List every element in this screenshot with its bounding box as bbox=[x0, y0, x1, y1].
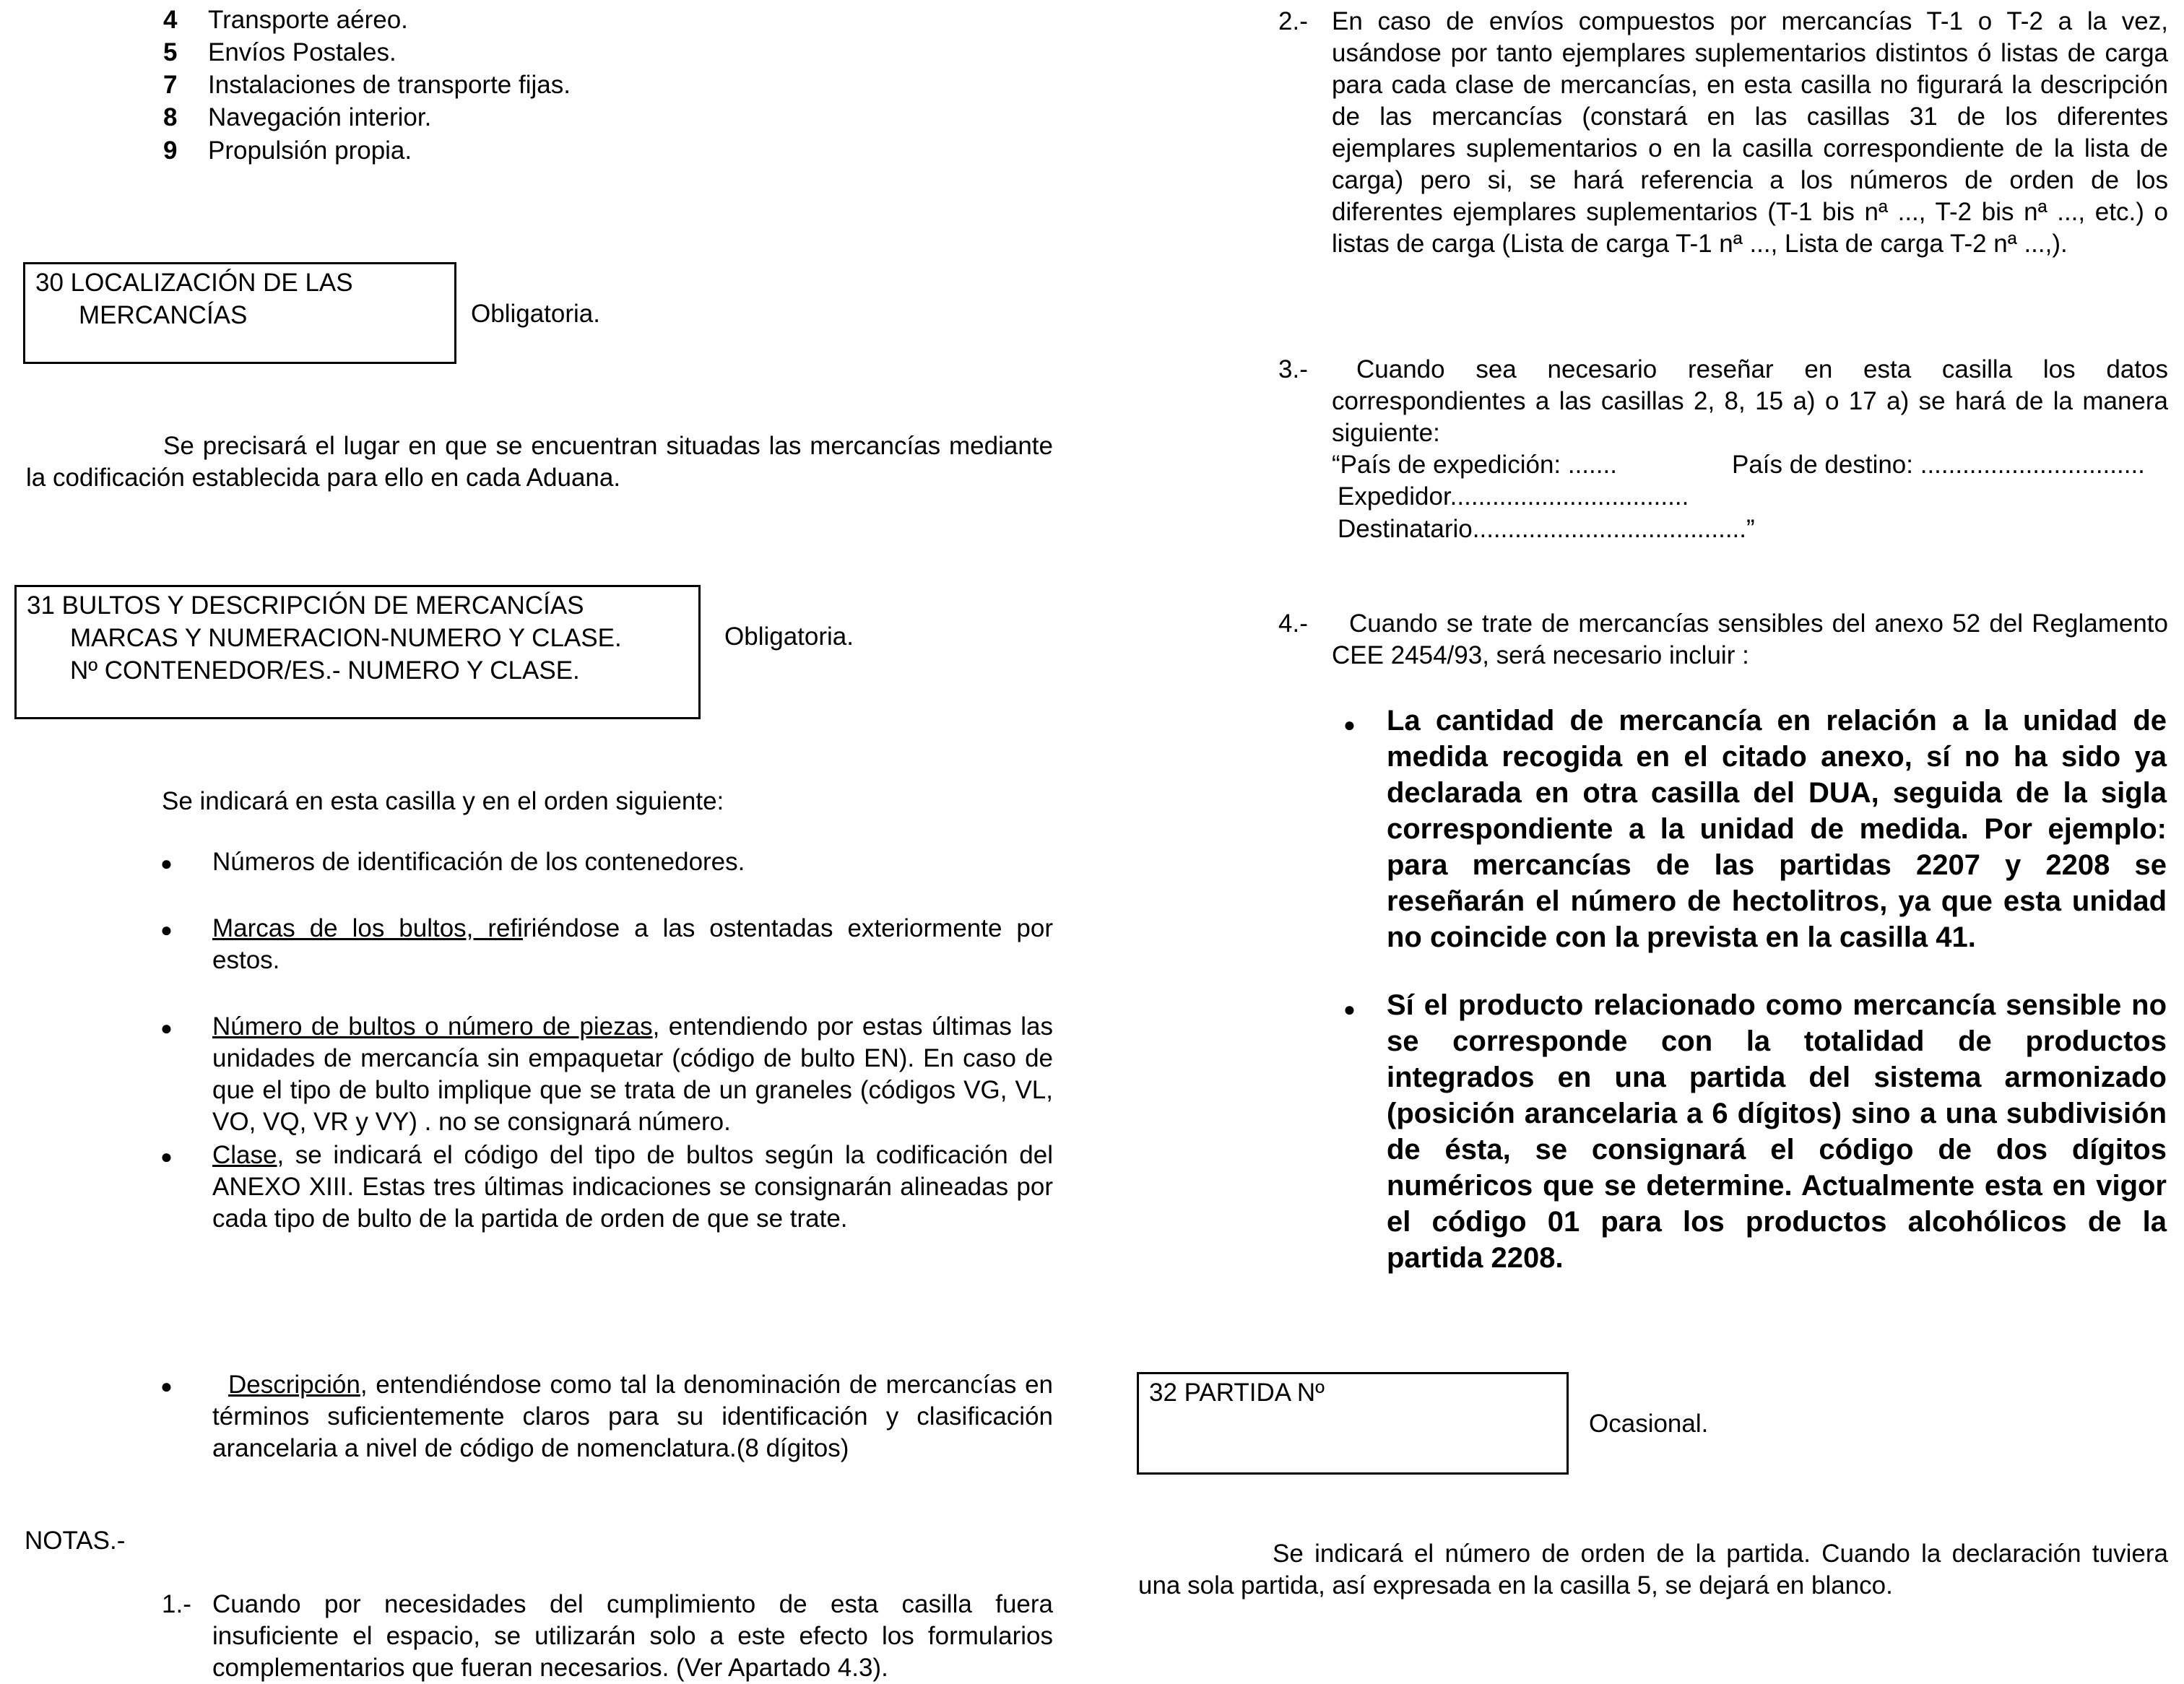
note-3-country-origin: “País de expedición: ....... bbox=[1332, 451, 1617, 479]
list-number: 9 bbox=[163, 136, 178, 165]
note-3-shipper: Expedidor.................................. bbox=[1338, 482, 1689, 511]
note-3-consignee: Destinatario.......................................” bbox=[1338, 515, 1755, 543]
bullet-icon: ● bbox=[160, 1375, 173, 1397]
list-item: Envíos Postales. bbox=[208, 38, 396, 66]
note-number: 3.- bbox=[1278, 355, 1308, 383]
bullet-icon: ● bbox=[160, 1017, 173, 1039]
list-item: Propulsión propia. bbox=[208, 136, 412, 165]
box-30-title-cont: MERCANCÍAS bbox=[79, 301, 248, 329]
bullet-icon: ● bbox=[1343, 713, 1356, 736]
list-number: 8 bbox=[163, 103, 178, 131]
box-30-title: 30 LOCALIZACIÓN DE LAS bbox=[35, 269, 353, 297]
bullet-icon: ● bbox=[160, 852, 173, 874]
box-32-description: Se indicará el número de orden de la partida. Cuando la declaración tuviera una sola partida, así expresada en la casilla 5, se dejará en blanco. bbox=[1138, 1540, 2168, 1600]
list-number: 5 bbox=[163, 38, 178, 66]
bullet-icon: ● bbox=[160, 919, 173, 941]
box-31-title: 31 BULTOS Y DESCRIPCIÓN DE MERCANCÍAS bbox=[27, 591, 584, 620]
note-3-country-destination: País de destino: ................................ bbox=[1732, 451, 2145, 479]
box-31-title-line3: Nº CONTENEDOR/ES.- NUMERO Y CLASE. bbox=[70, 656, 580, 685]
bullet-icon: ● bbox=[160, 1145, 173, 1168]
box-30-description: Se precisará el lugar en que se encuentran situadas las mercancías mediante la codificación establecida para ello en cada Aduana. bbox=[26, 432, 1053, 492]
box-32-status: Ocasional. bbox=[1589, 1410, 1709, 1438]
note-2: En caso de envíos compuestos por mercancías T-1 o T-2 a la vez, usándose por tanto ejemplares suplementarios distintos ó listas de carga para cada clase de mercancías, en esta casilla no figurará la descripción de las mercancías (constará en las casillas 31 de los diferentes ejemplares suplementarios o en la casilla correspondiente de la lista de carga) pero si, se hará referencia a los números de orden de los diferentes ejemplares suplementarios (T-1 bis nª ..., T-2 bis nª ..., etc.) o listas de carga (Lista de carga T-1 nª ..., Lista de carga T-2 nª ...,). bbox=[1332, 7, 2168, 258]
list-item: Navegación interior. bbox=[208, 103, 432, 131]
list-item: Transporte aéreo. bbox=[208, 6, 408, 34]
notes-heading: NOTAS.- bbox=[25, 1527, 126, 1555]
list-item: Instalaciones de transporte fijas. bbox=[208, 71, 571, 99]
list-number: 4 bbox=[163, 6, 178, 34]
note-1: Cuando por necesidades del cumplimiento de esta casilla fuera insuficiente el espacio, se utilizarán solo a este efecto los formularios complementarios que fueran necesarios. (Ver Apartado 4.3). bbox=[212, 1590, 1053, 1682]
bullet-icon: ● bbox=[1343, 998, 1356, 1020]
box-31-status: Obligatoria. bbox=[724, 622, 854, 651]
note-3: Cuando sea necesario reseñar en esta casilla los datos correspondientes a las casillas 2, 8, 15 a) o 17 a) se hará de la manera siguiente: bbox=[1332, 355, 2168, 447]
list-number: 7 bbox=[163, 71, 178, 99]
note-number: 2.- bbox=[1278, 7, 1308, 35]
box-30-status: Obligatoria. bbox=[471, 300, 600, 328]
note-number: 1.- bbox=[162, 1590, 191, 1618]
box-31 bbox=[14, 585, 701, 719]
box-32 bbox=[1137, 1372, 1569, 1475]
box-30 bbox=[23, 262, 456, 364]
box-32-title: 32 PARTIDA Nº bbox=[1149, 1379, 1325, 1407]
box-31-title-line2: MARCAS Y NUMERACION-NUMERO Y CLASE. bbox=[70, 624, 622, 652]
note-number: 4.- bbox=[1278, 609, 1308, 638]
box-31-intro: Se indicará en esta casilla y en el orden siguiente: bbox=[162, 787, 724, 815]
note-4: Cuando se trate de mercancías sensibles del anexo 52 del Reglamento CEE 2454/93, será necesario incluir : bbox=[1332, 609, 2168, 669]
